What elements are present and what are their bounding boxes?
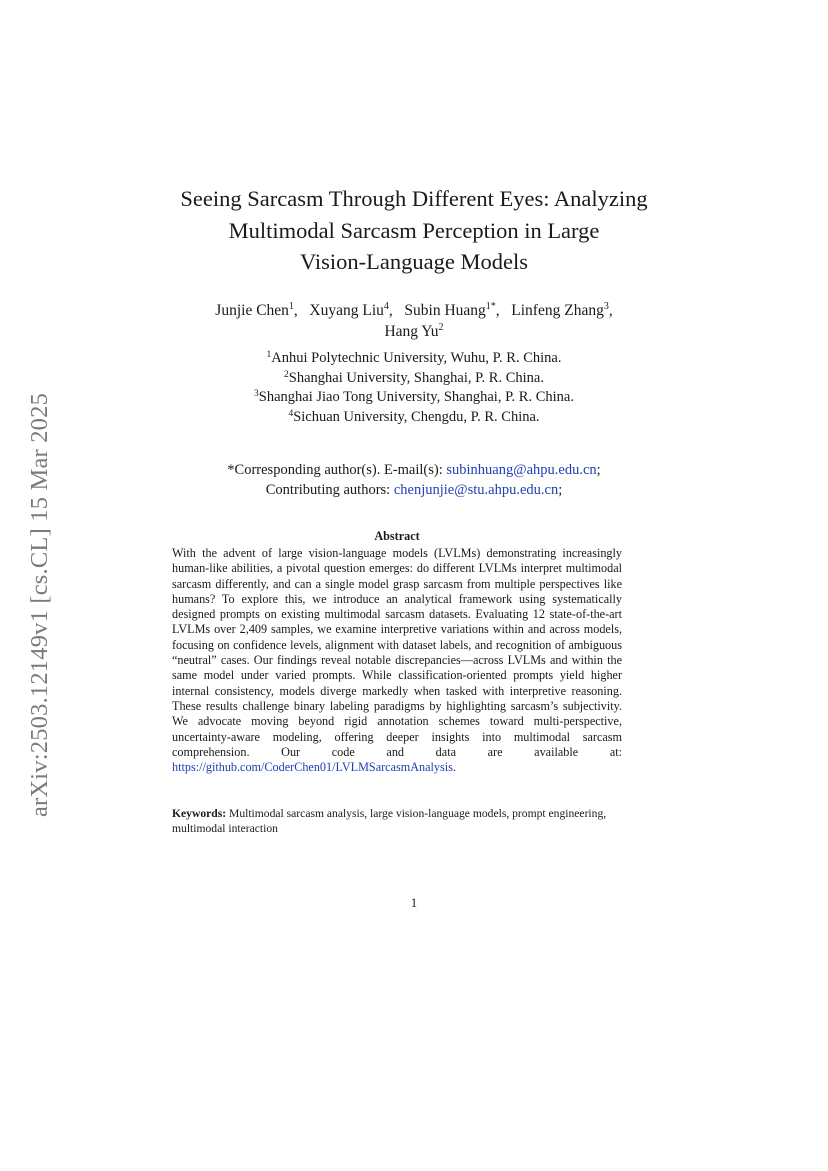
title-line: Multimodal Sarcasm Perception in Large [228,217,600,243]
punctuation: ; [558,482,563,498]
author-name: Linfeng Zhang [511,302,604,319]
arxiv-identifier-stamp[interactable]: arXiv:2503.12149v1 [cs.CL] 15 Mar 2025 [26,392,53,818]
contributing-label: Contributing authors: [265,482,394,498]
corresponding-author-line [130,460,698,480]
author-affiliation-marker: 3 [603,301,609,312]
abstract-heading: Abstract [374,529,420,543]
corresponding-label: *Corresponding author(s). E-mail(s): [227,462,447,478]
author-affiliation-marker: 2 [438,322,444,333]
affiliation-marker: 1 [266,350,272,360]
title-line: Vision-Language Models [300,249,528,274]
affiliation-list [130,349,698,428]
punctuation: . [452,760,456,775]
author [511,302,609,319]
author-name: Xuyang Liu [309,302,384,319]
author-name: Hang Yu [384,323,439,340]
abstract-body [172,546,622,775]
paper-title [130,183,698,278]
affiliation-text: Anhui Polytechnic University, Wuhu, P. R. China. [271,350,562,366]
affiliation [130,388,698,408]
author [404,302,495,319]
author-name: Junjie Chen [215,302,289,319]
author [384,323,443,340]
contributing-email-link[interactable]: chenjunjie@stu.ahpu.edu.cn [393,482,559,498]
author [215,302,294,319]
title-line: Seeing Sarcasm Through Different Eyes: Analyzing [180,186,648,211]
author-list: Junjie Chen$^1$, Xuyang Liu$^4$, Subin Huang$^{1*}$, Linfeng Zhang$^3$, Hang Yu$^2$ [215,301,613,340]
contributing-authors-line [130,480,698,500]
affiliation-text: Shanghai University, Shanghai, P. R. China. [288,369,544,386]
affiliation-marker: 2 [284,369,289,380]
abstract-text: With the advent of large vision-language models (LVLMs) demonstrating increasingly human-like abilities, a pivotal question emerges: do different LVLMs interpret multimodal sarcasm differently, and can a single model grasp sarcasm from multiple perspectives like humans? To explore this, we introduce an analytical framework using systematically designed prompts on existing multimodal sarcasm datasets. Evaluating 12 state-of-the-art LVLMs over 2,409 samples, we examine interpretive variations within and across models, focusing on confidence levels, alignment with dataset labels, and recognition of ambiguous “neutral” cases. Our findings reveal notable discrepancies—across LVLMs and within the same model under varied prompts. While classification-oriented prompts yield higher internal consistency, models diverge markedly when tasked with interpretive reasoning. These results challenge binary labeling paradigms by highlighting sarcasm’s subjectivity. We advocate moving beyond rigid annotation schemes toward multi-perspective, uncertainty-aware modeling, offering deeper insights into multimodal sarcasm comprehension. Our code and data are available at: [172,546,622,759]
affiliation [130,408,698,428]
affiliation-text: Shanghai Jiao Tong University, Shanghai, P. R. China. [258,389,574,406]
author-affiliation-marker: 4 [383,301,389,312]
affiliation [130,349,698,369]
keywords-label: Keywords: [172,807,227,820]
keywords [172,806,622,836]
affiliation-marker: 4 [288,409,294,420]
affiliation [130,369,698,389]
author-affiliation-marker: 1* [485,301,496,312]
corresponding-email-link[interactable]: subinhuang@ahpu.edu.cn [446,462,597,478]
code-repository-link[interactable]: https://github.com/CoderChen01/LVLMSarcasmAnalysis [172,760,453,775]
affiliation-marker: 3 [254,389,259,400]
affiliation-text: Sichuan University, Chengdu, P. R. China. [293,409,540,426]
author-affiliation-marker: 1 [288,301,294,312]
contact-info [130,460,698,500]
punctuation: ; [596,462,601,478]
author [309,302,388,319]
author-name: Subin Huang [404,302,486,319]
page-number: 1 [410,896,418,910]
keywords-text: Multimodal sarcasm analysis, large vision-language models, prompt engineering, multimodal interaction [172,807,607,835]
